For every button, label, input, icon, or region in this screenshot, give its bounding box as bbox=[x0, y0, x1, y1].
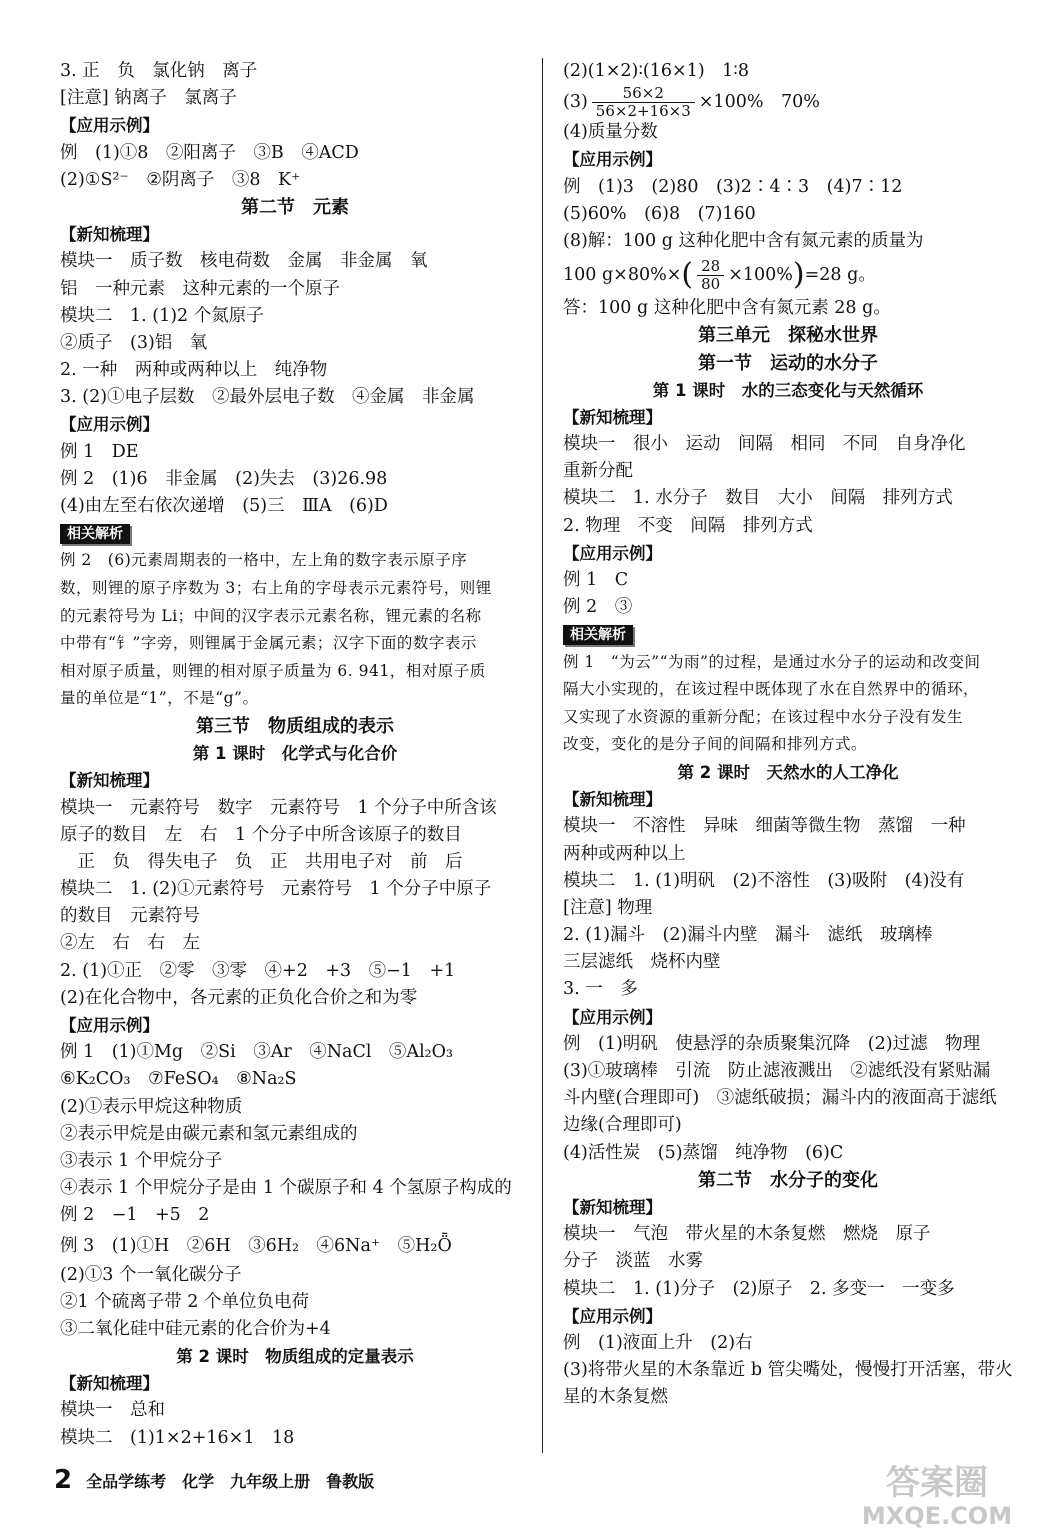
text-line: (5)60% (6)8 (7)160 bbox=[563, 203, 756, 224]
section-header: 【应用示例】 bbox=[60, 1016, 159, 1035]
explanation-line: 数，则锂的原子序数为 3；右上角的字母表示元素符号，则锂 bbox=[60, 578, 492, 597]
fraction-numerator: 28 bbox=[701, 256, 721, 275]
text-line: 2. (1)漏斗 (2)漏斗内壁 漏斗 滤纸 玻璃棒 bbox=[563, 925, 933, 946]
text-line: (2)①3 个一氧化碳分子 bbox=[60, 1264, 242, 1285]
book-brand: 全品学练考 bbox=[86, 1471, 167, 1491]
section-header: 【应用示例】 bbox=[563, 150, 662, 170]
text-line: 模块一 元素符号 数字 元素符号 1 个分子中所含该 bbox=[60, 797, 497, 818]
text-line: 重新分配 bbox=[563, 461, 633, 482]
text-line: 例 1 DE bbox=[60, 441, 139, 462]
section-header: 【新知梳理】 bbox=[563, 1197, 662, 1217]
text-line: 两种或两种以上 bbox=[563, 843, 686, 864]
text-line: ②质子 (3)铝 氧 bbox=[60, 332, 208, 353]
formula-nitrogen-mass bbox=[563, 255, 1013, 295]
text-line: (4)由左至右依次递增 (5)三 ⅢA (6)D bbox=[60, 496, 388, 516]
text-line: ②表示甲烷是由碳元素和氢元素组成的 bbox=[60, 1123, 358, 1144]
text-line: (2)①表示甲烷这种物质 bbox=[60, 1096, 243, 1117]
text-line: 2. (1)①正 ②零 ③零 ④+2 +3 ⑤−1 +1 bbox=[60, 960, 456, 981]
explanation-line: 例 2 (6)元素周期表的一格中，左上角的数字表示原子序 bbox=[60, 551, 468, 570]
text-line: 模块一 很小 运动 间隔 相同 不同 自身净化 bbox=[563, 434, 966, 455]
unit-title: 第三单元 探秘水世界 bbox=[698, 325, 878, 347]
section-header: 【新知梳理】 bbox=[60, 225, 159, 245]
fraction bbox=[592, 85, 695, 120]
explanation-line: 改变，变化的是分子间的间隔和排列方式。 bbox=[563, 735, 868, 754]
formula-prefix: (3) bbox=[563, 92, 588, 113]
section-header: 【新知梳理】 bbox=[60, 1374, 159, 1394]
text-line: 正 负 得失电子 负 正 共用电子对 前 后 bbox=[60, 851, 463, 872]
text-line: 2. 一种 两种或两种以上 纯净物 bbox=[60, 360, 328, 381]
fraction bbox=[697, 258, 724, 293]
explanation-line: 相对原子质量，则锂的相对原子质量为 6. 941，相对原子质 bbox=[60, 661, 486, 680]
book-subject: 化学 bbox=[182, 1471, 215, 1491]
lesson-title: 第 2 课时 物质组成的定量表示 bbox=[176, 1347, 414, 1367]
left-paren: ( bbox=[681, 257, 694, 293]
analysis-tag: 相关解析 bbox=[563, 625, 633, 645]
text-line: 例 (1)3 (2)80 (3)2∶4∶3 (4)7∶12 bbox=[563, 176, 903, 197]
explanation-line: 量的单位是“1”，不是“g”。 bbox=[60, 689, 259, 708]
text-line: 模块一 质子数 核电荷数 金属 非金属 氧 bbox=[60, 251, 428, 272]
text-line: (3)①玻璃棒 引流 防止滤液溅出 ②滤纸没有紧贴漏 bbox=[563, 1061, 991, 1081]
explanation-line: 隔大小实现的，在该过程中既体现了水在自然界中的循环， bbox=[563, 680, 980, 699]
formula-mid: ×100% bbox=[728, 265, 793, 286]
text-line: (8)解：100 g 这种化肥中含有氮元素的质量为 bbox=[563, 230, 924, 251]
text-line: 3. 正 负 氯化钠 离子 bbox=[60, 61, 258, 81]
formula-mass-fraction bbox=[563, 85, 1013, 119]
text-line: 例 1 (1)①Mg ②Si ③Ar ④NaCl ⑤Al₂O₃ bbox=[60, 1042, 454, 1063]
text-line: ②1 个硫离子带 2 个单位负电荷 bbox=[60, 1291, 309, 1312]
text-line: ⑥K₂CO₃ ⑦FeSO₄ ⑧Na₂S bbox=[60, 1069, 297, 1090]
text-line: 模块二 1. 水分子 数目 大小 间隔 排列方式 bbox=[563, 488, 953, 509]
section-header: 【应用示例】 bbox=[563, 1306, 662, 1326]
formula-prefix: 100 g×80%× bbox=[563, 265, 682, 286]
text-line: ③二氧化硅中硅元素的化合价为+4 bbox=[60, 1318, 331, 1339]
section-title: 第三节 物质组成的表示 bbox=[196, 715, 394, 737]
text-line: (2)在化合物中，各元素的正负化合价之和为零 bbox=[60, 987, 418, 1008]
page-footer bbox=[54, 1460, 390, 1500]
formula-suffix: ×100% 70% bbox=[698, 92, 820, 113]
explanation-line: 中带有“钅”字旁，则锂属于金属元素；汉字下面的数字表示 bbox=[60, 634, 477, 653]
text-line: 模块一 不溶性 异味 细菌等微生物 蒸馏 一种 bbox=[563, 816, 966, 837]
explanation-line: 例 1 “为云”“为雨”的过程，是通过水分子的运动和改变间 bbox=[563, 652, 981, 671]
text-line: ②左 右 右 左 bbox=[60, 933, 200, 954]
column-divider bbox=[542, 58, 543, 1453]
lesson-title: 第 1 课时 化学式与化合价 bbox=[192, 744, 398, 764]
text-line: ③表示 1 个甲烷分子 bbox=[60, 1150, 223, 1171]
text-line: 例 2 (1)6 非金属 (2)失去 (3)26.98 bbox=[60, 468, 388, 489]
section-title: 第二节 元素 bbox=[241, 196, 349, 218]
text-line: 例 2 −1 +5 2 bbox=[60, 1205, 210, 1226]
watermark-bottom-text: MXQE.COM bbox=[861, 1502, 1013, 1530]
text-line: 模块二 1. (1)分子 (2)原子 2. 多变一 一变多 bbox=[563, 1278, 955, 1299]
text-line: 2. 物理 不变 间隔 排列方式 bbox=[563, 515, 813, 536]
section-header: 【应用示例】 bbox=[563, 543, 662, 563]
section-header: 【应用示例】 bbox=[60, 415, 159, 435]
section-header: 【新知梳理】 bbox=[60, 771, 159, 791]
text-line: 分子 淡蓝 水雾 bbox=[563, 1251, 703, 1272]
fraction-numerator: 56×2 bbox=[622, 83, 664, 102]
text-line: 的数目 元素符号 bbox=[60, 906, 200, 927]
right-paren: ) bbox=[792, 257, 805, 293]
analysis-tag: 相关解析 bbox=[60, 524, 130, 544]
lesson-title: 第 2 课时 天然水的人工净化 bbox=[677, 762, 899, 782]
text-line: 原子的数目 左 右 1 个分子中所含该原子的数目 bbox=[60, 824, 462, 845]
text-line: 例 2 ③ bbox=[563, 597, 633, 618]
fraction-denominator: 56×2+16×3 bbox=[592, 102, 695, 120]
lesson-title: 第 1 课时 水的三态变化与天然循环 bbox=[652, 380, 924, 400]
right-column bbox=[563, 58, 1013, 1411]
section-title: 第一节 运动的水分子 bbox=[698, 352, 878, 374]
text-line: 边缘(合理即可) bbox=[563, 1115, 682, 1136]
text-line: 例 1 C bbox=[563, 570, 629, 590]
text-line: 答：100 g 这种化肥中含有氮元素 28 g。 bbox=[563, 298, 891, 319]
text-line: 模块二 1. (1)明矾 (2)不溶性 (3)吸附 (4)没有 bbox=[563, 870, 965, 891]
text-line: 模块二 1. (2)①元素符号 元素符号 1 个分子中原子 bbox=[60, 879, 492, 900]
text-line: 3. 一 多 bbox=[563, 979, 638, 1000]
text-line: 例 (1)①8 ②阳离子 ③B ④ACD bbox=[60, 142, 359, 163]
text-line: 斗内壁(合理即可) ③滤纸破损；漏斗内的液面高于滤纸 bbox=[563, 1088, 997, 1109]
text-line: 三层滤纸 烧杯内壁 bbox=[563, 952, 721, 973]
book-edition: 鲁教版 bbox=[326, 1471, 375, 1491]
text-line: 模块一 气泡 带火星的木条复燃 燃烧 原子 bbox=[563, 1224, 931, 1245]
text-line: (3)将带火星的木条靠近 b 管尖嘴处，慢慢打开活塞，带火 bbox=[563, 1360, 1013, 1381]
text-line: (2)①S²⁻ ②阴离子 ③8 K⁺ bbox=[60, 169, 301, 190]
watermark-top-text: 答案圈 bbox=[886, 1463, 988, 1503]
fraction-denominator: 80 bbox=[697, 275, 724, 293]
formula-suffix: =28 g。 bbox=[804, 265, 876, 286]
text-line: (4)质量分数 bbox=[563, 122, 658, 143]
text-line: (4)活性炭 (5)蒸馏 纯净物 (6)C bbox=[563, 1142, 844, 1163]
page-number: 2 bbox=[54, 1465, 73, 1495]
text-line: 例 (1)液面上升 (2)右 bbox=[563, 1332, 753, 1353]
text-line: ④表示 1 个甲烷分子是由 1 个碳原子和 4 个氢原子构成的 bbox=[60, 1178, 512, 1199]
explanation-line: 的元素符号为 Li；中间的汉字表示元素名称，锂元素的名称 bbox=[60, 606, 482, 625]
watermark-logo bbox=[847, 1452, 1027, 1532]
text-line: 例 (1)明矾 使悬浮的杂质聚集沉降 (2)过滤 物理 bbox=[563, 1033, 981, 1054]
section-header: 【应用示例】 bbox=[60, 116, 159, 136]
book-grade: 九年级上册 bbox=[230, 1471, 311, 1491]
text-line: (2)(1×2)∶(16×1) 1∶8 bbox=[563, 61, 749, 81]
text-line: 模块一 总和 bbox=[60, 1400, 165, 1421]
explanation-line: 又实现了水资源的重新分配；在该过程中水分子没有发生 bbox=[563, 707, 964, 726]
text-line: 模块二 (1)1×2+16×1 18 bbox=[60, 1427, 295, 1448]
text-line: 星的木条复燃 bbox=[563, 1387, 668, 1408]
left-column bbox=[60, 58, 530, 1452]
section-header: 【应用示例】 bbox=[563, 1007, 662, 1027]
section-header: 【新知梳理】 bbox=[563, 790, 662, 810]
section-title: 第二节 水分子的变化 bbox=[698, 1169, 878, 1191]
text-line: 铝 一种元素 这种元素的一个原子 bbox=[60, 278, 340, 299]
text-line: 模块二 1. (1)2 个氮原子 bbox=[60, 305, 264, 326]
note-line: [注意] 物理 bbox=[563, 897, 653, 918]
note-line: [注意] 钠离子 氯离子 bbox=[60, 88, 237, 109]
text-line: 例 3 (1)①H ②6H ③6H₂ ④6Na⁺ ⑤H₂Ȫ bbox=[60, 1235, 452, 1256]
text-line: 3. (2)①电子层数 ②最外层电子数 ④金属 非金属 bbox=[60, 387, 475, 408]
section-header: 【新知梳理】 bbox=[563, 407, 662, 427]
